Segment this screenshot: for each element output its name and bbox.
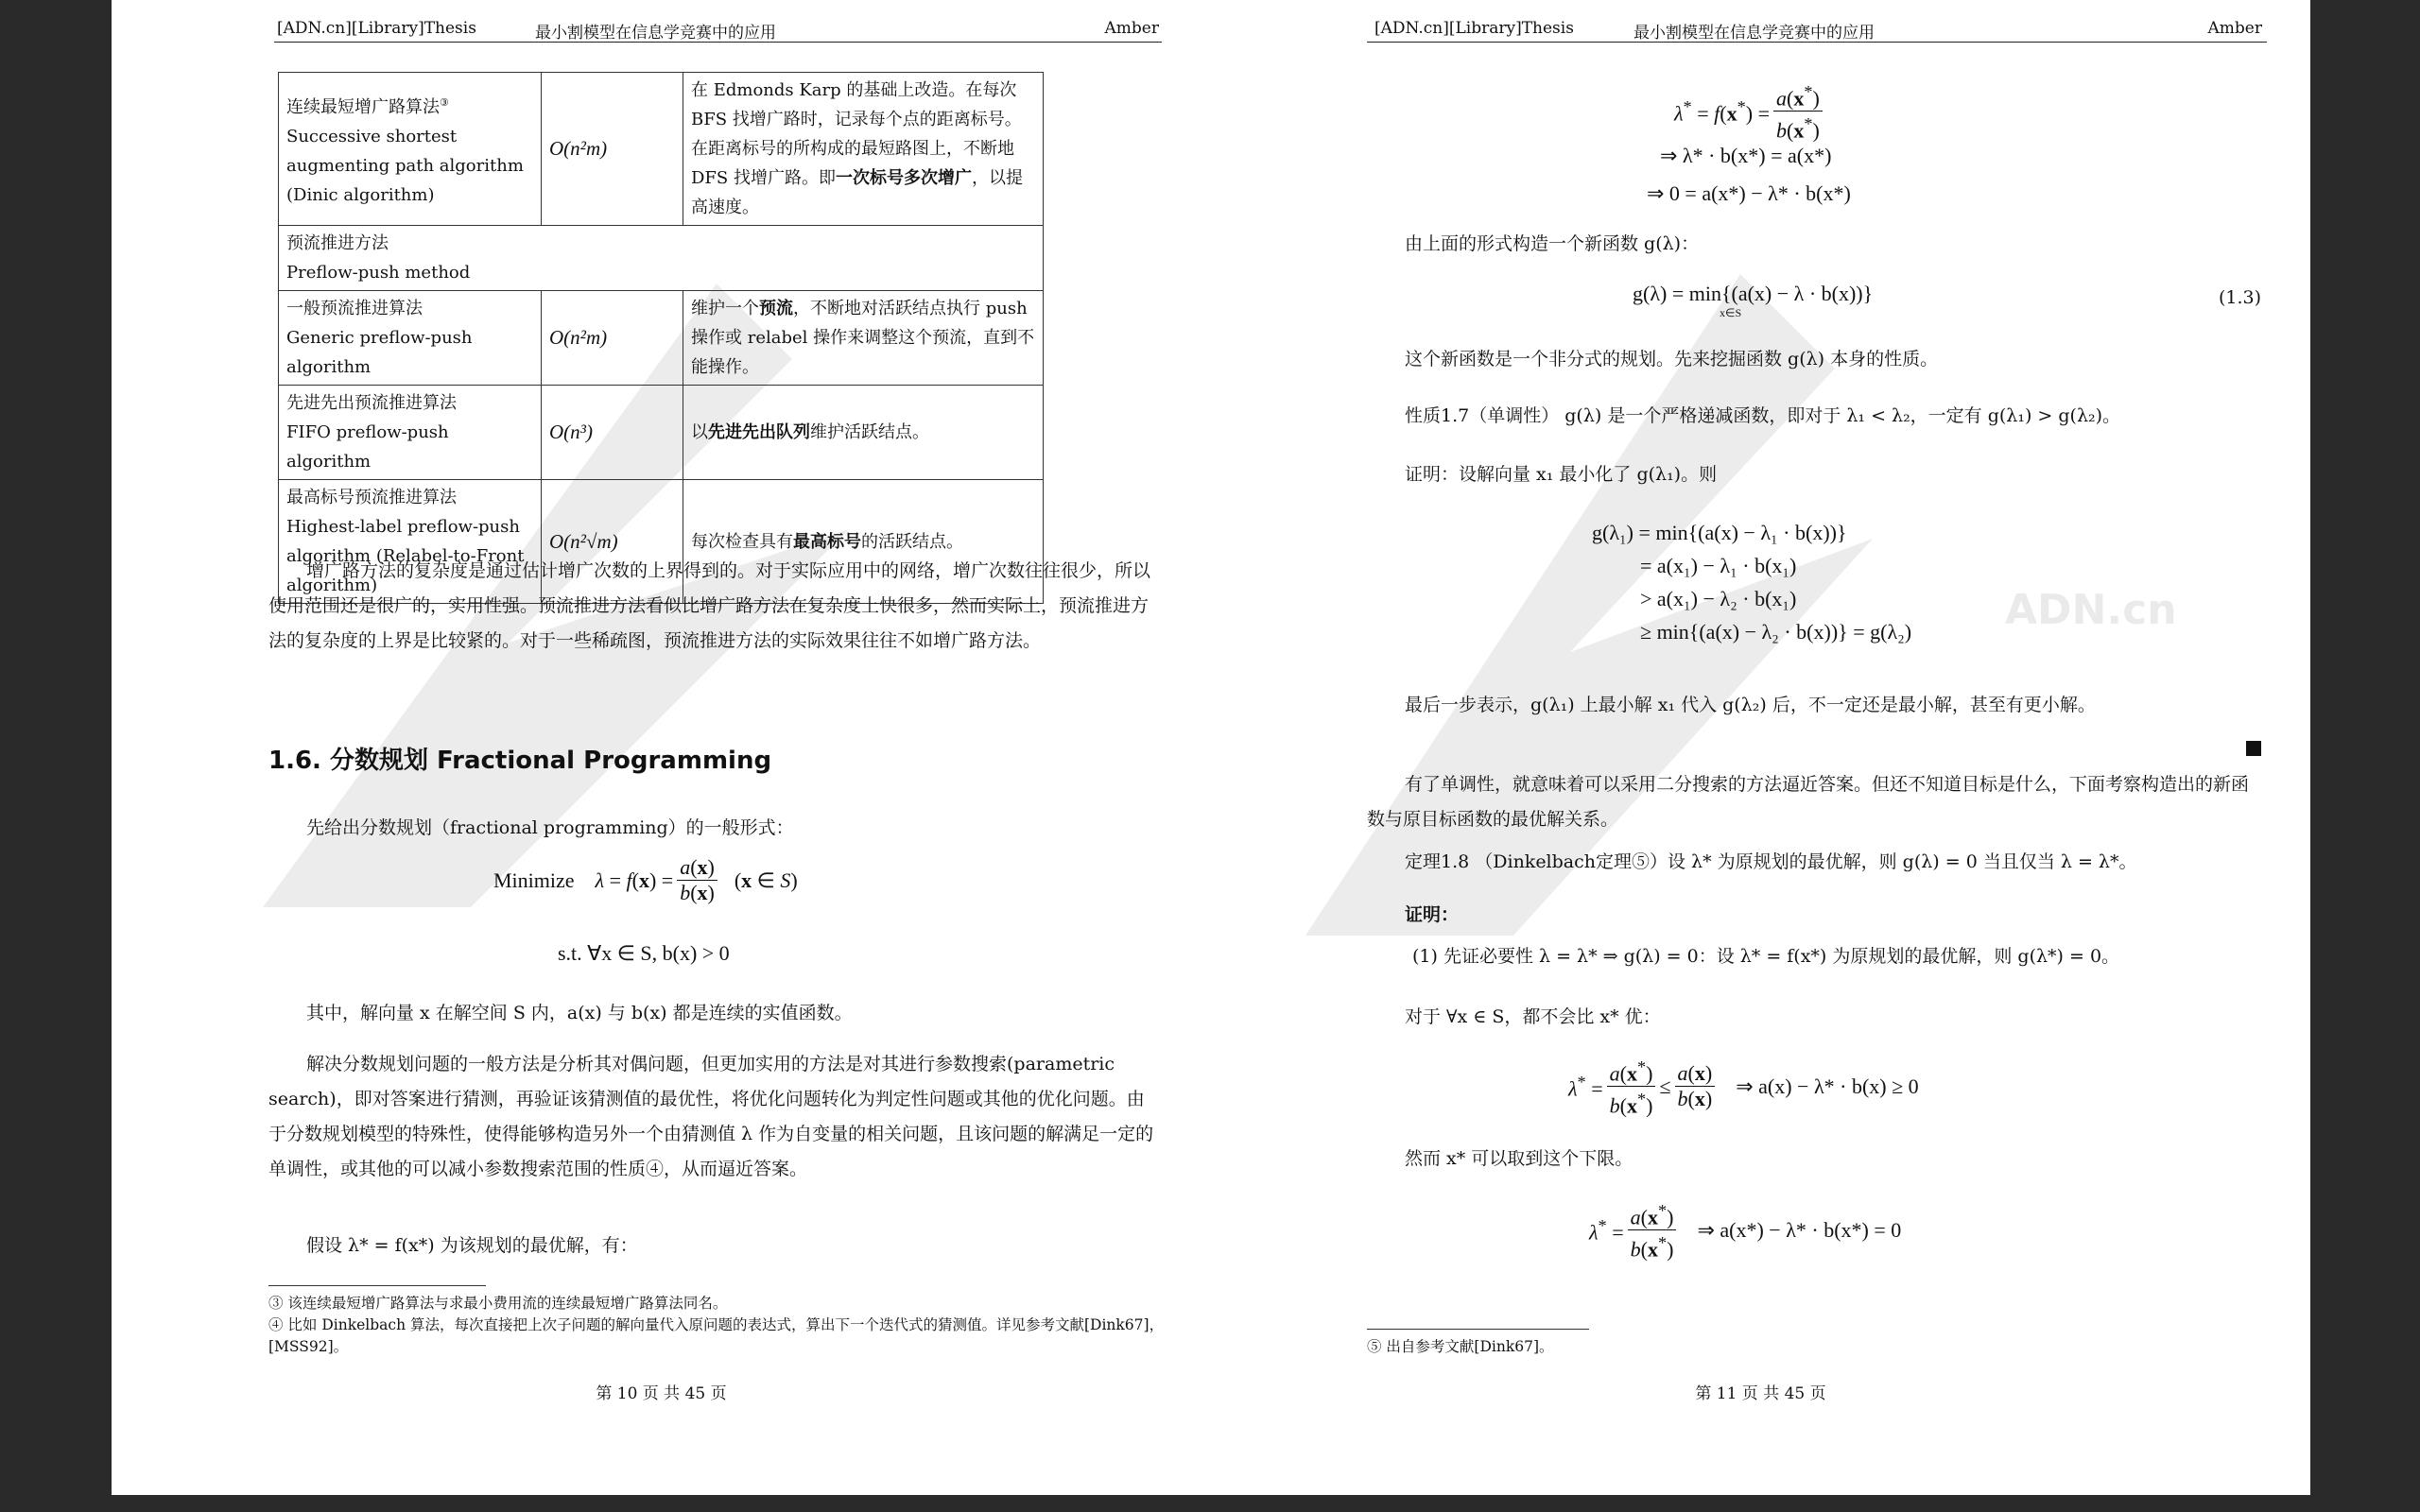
minimize-equation [493, 855, 798, 905]
algo-en: Successive shortest [286, 127, 458, 146]
algo-en: FIFO preflow-push algorithm [286, 422, 449, 472]
section-title: 1.6. 分数规划 Fractional Programming [268, 747, 772, 775]
derivation-line: ⇒ λ* · b(x*) = a(x*) [1660, 144, 1832, 167]
assume-text: 假设 λ* = f(x*) 为该规划的最优解，有： [306, 1235, 638, 1256]
footnote: ④ 比如 Dinkelbach 算法，每次直接把上次子问题的解向量代入原问题的表达式，算出下一个迭代式的猜测值。详见参考文献[Dink67]，[MSS92]。 [268, 1316, 1165, 1355]
page-number: 第 10 页 共 45 页 [596, 1384, 727, 1403]
algorithm-table [278, 72, 1044, 604]
algo-desc: 维护一个预流，不断地对活跃结点执行 push 操作或 relabel 操作来调整这个预流，直到不能操作。 [683, 291, 1044, 386]
lambda-eq: λ = f(x) = [595, 868, 674, 892]
inequality-equation: λ* = $\frac{a(x^*)}{b(x^*)}$ ≤ $\frac{a(x)}{b(x)}$ ⇒ a(x) − λ* · b(x) ≥ 0 [1568, 1055, 1919, 1119]
qed-icon [2246, 741, 2261, 756]
fraction: $\frac{a(x)}{b(x)}$ [677, 855, 717, 905]
table-row [279, 226, 1044, 291]
algo-complexity: O(n²m) [542, 291, 683, 386]
algo-complexity: O(n²m) [542, 73, 683, 226]
header-center: 最小割模型在信息学竞赛中的应用 [535, 24, 776, 43]
equation-number: (1.3) [2218, 287, 2261, 308]
minimize-label: Minimize [493, 868, 575, 892]
left-page [112, 0, 1211, 1495]
algo-en: algorithm (Relabel-to-Front [286, 546, 525, 566]
right-page [1211, 0, 2310, 1495]
constraint: s.t. ∀x ∈ S, b(x) > 0 [558, 941, 730, 965]
footnote: ⑤ 出自参考文献[Dink67]。 [1367, 1338, 1554, 1355]
monotone-text: 有了单调性，就意味着可以采用二分搜索的方法逼近答案。但还不知道目标是什么，下面考察构造出的新函数与原目标函数的最优解关系。 [1367, 774, 2250, 830]
algo-name: 最高标号预流推进算法 [286, 488, 457, 507]
header-left: [ADN.cn][Library]Thesis [1374, 19, 1574, 38]
header-rule [1367, 42, 2267, 43]
chain-line: g(λ₁) = min{(a(x) − λ₁ · b(x))} [1592, 521, 1847, 544]
algo-complexity: O(n²√m) [542, 480, 683, 604]
g-definition [1633, 282, 1874, 319]
algo-en: augmenting path algorithm [286, 156, 524, 176]
theorem-text: 定理1.8 （Dinkelbach定理⑤）设 λ* 为原规划的最优解，则 g(λ) = 0 当且仅当 λ = λ*。 [1405, 851, 2137, 872]
algo-name: 预流推进方法 [286, 233, 389, 253]
footnote-mark: ③ [440, 96, 449, 109]
paragraph-complexity: 增广路方法的复杂度是通过估计增广次数的上界得到的。对于实际应用中的网络，增广次数往往很少，所以使用范围还是很广的，实用性强。预流推进方法看似比增广路方法在复杂度上快很多，然而实际上，预流推进方法的复杂度的上界是比较紧的。对于一些稀疏图，预流推进方法的实际效果往往不如增广路方法。 [268, 560, 1151, 651]
footnote-rule [1367, 1329, 1589, 1330]
last-step-text: 最后一步表示，g(λ₁) 上最小解 x₁ 代入 g(λ₂) 后，不一定还是最小解，甚至有更小解。 [1405, 695, 2096, 715]
algo-en: Generic preflow-push [286, 328, 473, 348]
algo-en: algorithm [286, 357, 372, 377]
derivation-line: ⇒ 0 = a(x*) − λ* · b(x*) [1647, 181, 1851, 205]
footnotes [268, 1293, 1167, 1358]
table-row [279, 73, 1044, 226]
algo-desc: 在 Edmonds Karp 的基础上改造。在每次 BFS 找增广路时，记录每个点的距离标号。在距离标号的所构成的最短路图上，不断地 DFS 找增广路。即一次标号多次增广，以提高速度。 [683, 73, 1044, 226]
table-cell-name [279, 386, 542, 480]
algo-en: algorithm) [286, 576, 378, 595]
min-subscript: x∈S [1720, 306, 1742, 319]
footnote-rule [268, 1285, 486, 1286]
optimum-equation: λ* = f(x*) = $\frac{a(x^*)}{b(x^*)}$ [1674, 79, 1826, 144]
proof-chain [1592, 516, 1911, 648]
forall-text: 对于 ∀x ∈ S，都不会比 x* 优： [1405, 1006, 1661, 1027]
table-cell-name [279, 291, 542, 386]
construct-text: 由上面的形式构造一个新函数 g(λ)： [1405, 233, 1700, 254]
header-center: 最小割模型在信息学竞赛中的应用 [1634, 24, 1875, 43]
header-right: Amber [1104, 19, 1159, 38]
algo-name: 先进先出预流推进算法 [286, 393, 457, 413]
header-left: [ADN.cn][Library]Thesis [277, 19, 476, 38]
proof-label: 证明： [1405, 904, 1460, 925]
paragraph-parametric: 解决分数规划问题的一般方法是分析其对偶问题，但更加实用的方法是对其进行参数搜索(parametric search)，即对答案进行猜测，再验证该猜测值的最优性，将优化问题转化为判定性问题或其他的优化问题。由于分数规划模型的特殊性，使得能够构造另外一个由猜测值 λ 作为自变量的相关问题，且该问题的解满足一定的单调性，或其他的可以减小参数搜索范围的性质④，从而逼近答案。 [268, 1054, 1154, 1179]
chain-line: ≥ min{(a(x) − λ₂ · b(x))} = g(λ₂) [1640, 620, 1912, 644]
table-row [279, 291, 1044, 386]
nonfractional-text: 这个新函数是一个非分式的规划。先来挖掘函数 g(λ) 本身的性质。 [1405, 349, 1939, 369]
header-right: Amber [2207, 19, 2262, 38]
watermark-text: ADN.cn [2005, 586, 2177, 634]
inequality-tail: ⇒ a(x) − λ* · b(x) ≥ 0 [1736, 1074, 1919, 1098]
algo-complexity: O(n³) [542, 386, 683, 480]
algo-name: 一般预流推进算法 [286, 299, 423, 318]
where-text: 其中，解向量 x 在解空间 S 内，a(x) 与 b(x) 都是连续的实值函数。 [306, 1003, 853, 1023]
table-row [279, 386, 1044, 480]
step1-text: (1) 先证必要性 λ = λ* ⇒ g(λ) = 0：设 λ* = f(x*) 为原规划的最优解，则 g(λ*) = 0。 [1412, 946, 2120, 967]
property-text: 性质1.7（单调性） g(λ) 是一个严格递减函数，即对于 λ₁ < λ₂，一定有 g(λ₁) > g(λ₂)。 [1405, 405, 2121, 426]
page-number: 第 11 页 共 45 页 [1695, 1384, 1826, 1403]
intro-text: 先给出分数规划（fractional programming）的一般形式： [306, 817, 794, 838]
algo-desc: 以先进先出队列维护活跃结点。 [683, 386, 1044, 480]
page-header [1211, 9, 2310, 43]
algo-en: Preflow-push method [286, 263, 471, 283]
algo-en: Highest-label preflow-push [286, 517, 520, 537]
table-cell-name [279, 226, 1044, 291]
algo-name: 连续最短增广路算法 [286, 97, 440, 117]
final-tail: ⇒ a(x*) − λ* · b(x*) = 0 [1697, 1217, 1902, 1242]
algo-desc: 每次检查具有最高标号的活跃结点。 [683, 480, 1044, 604]
proof-intro: 证明：设解向量 x₁ 最小化了 g(λ₁)。则 [1405, 464, 1718, 485]
chain-line: > a(x₁) − λ₂ · b(x₁) [1640, 587, 1797, 610]
header-rule [274, 42, 1162, 43]
page-header [112, 9, 1211, 43]
lower-bound-text: 然而 x* 可以取到这个下限。 [1405, 1148, 1634, 1169]
g-definition-text: g(λ) = min{(a(x) − λ · b(x))} [1633, 282, 1874, 305]
final-equation: λ* = $\frac{a(x^*)}{b(x^*)}$ ⇒ a(x*) − λ* · b(x*) = 0 [1589, 1198, 1901, 1263]
footnote: ③ 该连续最短增广路算法与求最小费用流的连续最短增广路算法同名。 [268, 1295, 728, 1312]
algo-en: (Dinic algorithm) [286, 185, 435, 205]
table-cell-name [279, 73, 542, 226]
chain-line: = a(x₁) − λ₁ · b(x₁) [1640, 554, 1797, 577]
domain-cond: (x ∈ S) [734, 868, 798, 892]
